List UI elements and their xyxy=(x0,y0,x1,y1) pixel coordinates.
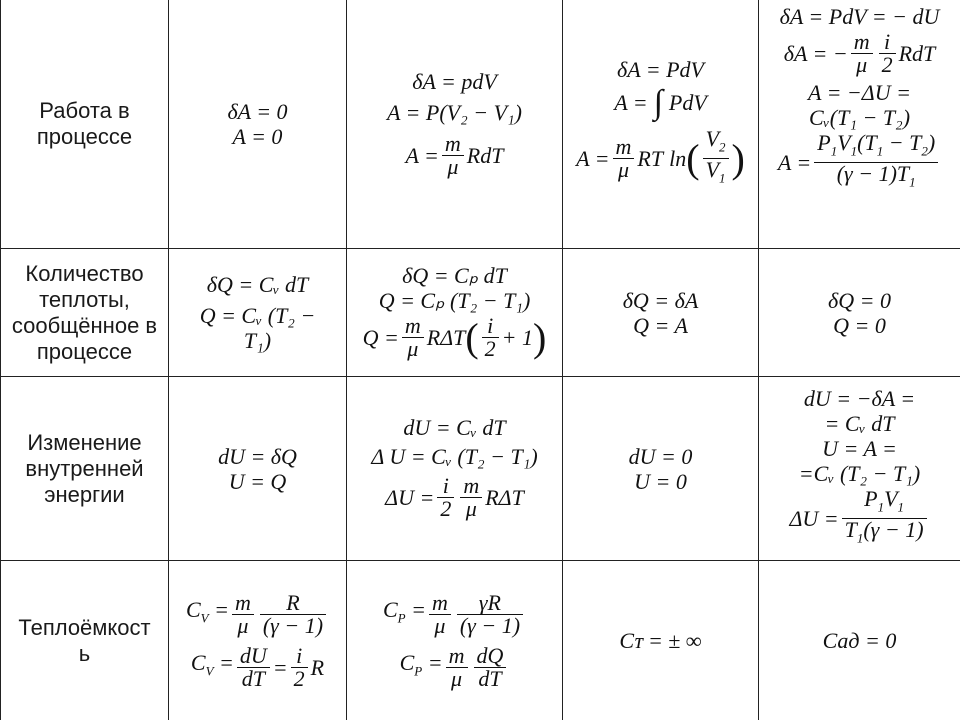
formula: δA = pdV xyxy=(412,68,497,94)
formula-frac: ΔU = $\frac{P_1V_1}{T_1(\gamma - 1)}$ xyxy=(789,488,929,550)
formula: δA = 0 xyxy=(227,99,288,124)
cell-isochoric-energy xyxy=(169,377,346,560)
formula: U = Q xyxy=(228,468,287,494)
fraction: $\frac{P_1V_1(T_1 - T_2)}{(\gamma - 1)T_1}$ xyxy=(814,132,938,194)
cell-isothermal-energy xyxy=(563,377,758,560)
formula: δQ = δA xyxy=(622,287,699,313)
row-label-energy xyxy=(1,377,168,560)
formula: δQ = 0 xyxy=(828,287,891,313)
formula-log: A = $\frac{m}{\mu}$ RT ln ( $\frac{V_2}{V_1}$ ) xyxy=(576,128,745,190)
row-label-text: ь xyxy=(78,640,91,666)
formula: Δ U = Cᵥ (T₂ − T₁) xyxy=(371,444,538,469)
fraction: $\frac{m}{\mu}$ xyxy=(442,133,464,178)
formula: δQ = Cₚ dT xyxy=(402,263,507,288)
formula: A = 0 xyxy=(232,124,283,149)
formula: U = 0 xyxy=(634,468,687,494)
row-label-text: Изменение внутренней энергии xyxy=(25,429,144,507)
fraction: $\frac{R}{(\gamma - 1)}$ xyxy=(260,592,326,637)
fraction: $\frac{m}{\mu}$ xyxy=(429,592,451,637)
formula: Cᵥ(T₁ − T₂) xyxy=(808,105,911,130)
formula: Q = A xyxy=(633,312,688,338)
formula: Cᴛ = ± ∞ xyxy=(619,628,702,653)
fraction: $\frac{i}{2}$ xyxy=(879,31,896,76)
formula: Q = 0 xyxy=(833,312,886,338)
cell-isochoric-heat xyxy=(169,249,346,376)
formula-frac: ΔU = $\frac{i}{2}$ $\frac{m}{\mu}$ RΔT xyxy=(385,473,524,521)
integral-sign: ∫ xyxy=(653,83,663,121)
cell-isothermal-capacity xyxy=(563,561,758,720)
formula-frac: $C_V$ = $\frac{dU}{dT}$ = $\frac{i}{2}$ R xyxy=(190,642,325,691)
fraction: $\frac{m}{\mu}$ xyxy=(402,315,424,360)
row-label-work xyxy=(1,0,168,248)
fraction: $\frac{m}{\mu}$ xyxy=(851,31,873,76)
fraction: $\frac{P_1V_1}{T_1(\gamma - 1)}$ xyxy=(842,488,927,550)
formula: T₁) xyxy=(243,328,272,353)
row-label-text: Теплоёмкост xyxy=(18,614,151,640)
fraction: $\frac{i}{2}$ xyxy=(291,645,308,690)
formula: dU = Cᵥ dT xyxy=(403,415,506,440)
row-label-text: Количество теплоты, сообщённое в процессе xyxy=(11,260,158,364)
cell-isochoric-capacity xyxy=(169,561,346,720)
row-label-text: Работа в процессе xyxy=(36,98,133,149)
formula: =Cᵥ (T₂ − T₁) xyxy=(798,460,921,486)
formula-frac: δA = − $\frac{m}{\mu}$ $\frac{i}{2}$ RdT xyxy=(783,29,936,77)
fraction: $\frac{dU}{dT}$ xyxy=(237,645,270,690)
fraction: $\frac{m}{\mu}$ xyxy=(232,592,254,637)
row-label-capacity xyxy=(1,561,168,720)
formula: δA = PdV = − dU xyxy=(779,4,940,29)
formula-frac: $C_V$ = $\frac{m}{\mu}$ $\frac{R}{(\gamma - 1)}$ xyxy=(186,592,329,637)
fraction: $\frac{m}{\mu}$ xyxy=(460,475,482,520)
formula: Q = Cᵥ (T₂ − xyxy=(199,303,316,328)
row-label-heat xyxy=(1,249,168,376)
formula: dU = 0 xyxy=(628,443,693,469)
formula: U = A = xyxy=(822,435,897,461)
formula-frac: Q = $\frac{m}{\mu}$ RΔT ( $\frac{i}{2}$ + 1 ) xyxy=(362,313,547,361)
formula-frac: A = $\frac{P_1V_1(T_1 - T_2)}{(\gamma - 1)T_1}$ xyxy=(778,132,941,194)
cell-isobaric-capacity xyxy=(347,561,562,720)
fraction: $\frac{V_2}{V_1}$ xyxy=(703,128,729,190)
formula: dU = δQ xyxy=(218,443,297,469)
fraction: $\frac{i}{2}$ xyxy=(437,475,454,520)
formula: Q = Cₚ (T₂ − T₁) xyxy=(378,288,531,313)
cell-isobaric-energy xyxy=(347,377,562,560)
fraction: $\frac{i}{2}$ xyxy=(482,315,499,360)
cell-isobaric-heat xyxy=(347,249,562,376)
fraction: $\frac{m}{\mu}$ xyxy=(613,136,635,181)
formula: = Cᵥ dT xyxy=(824,410,895,436)
cell-isobaric-work xyxy=(347,0,562,248)
formula: δA = PdV xyxy=(617,56,704,82)
formula-frac: $C_P$ = $\frac{m}{\mu}$ $\frac{\gamma R}{(\gamma - 1)}$ xyxy=(383,592,526,637)
formula: A = P(V₂ − V₁) xyxy=(387,99,522,125)
formula-frac: A = $\frac{m}{\mu}$ RdT xyxy=(405,130,504,179)
formula: Cад = 0 xyxy=(822,628,897,653)
formula-frac: $C_P$ = $\frac{m}{\mu}$ $\frac{dQ}{dT}$ xyxy=(400,645,510,690)
formula: dU = −δA = xyxy=(803,385,916,411)
fraction: $\frac{m}{\mu}$ xyxy=(446,645,468,690)
cell-adiabatic-work xyxy=(759,0,960,248)
cell-isothermal-heat xyxy=(563,249,758,376)
formula: δQ = Cᵥ dT xyxy=(206,272,309,297)
cell-adiabatic-heat xyxy=(759,249,960,376)
fraction: $\frac{dQ}{dT}$ xyxy=(474,645,507,690)
cell-isothermal-work xyxy=(563,0,758,248)
formula: A = −ΔU = xyxy=(808,80,911,105)
cell-isochoric-work xyxy=(169,0,346,248)
cell-adiabatic-capacity xyxy=(759,561,960,720)
cell-adiabatic-energy xyxy=(759,377,960,560)
fraction: $\frac{\gamma R}{(\gamma - 1)}$ xyxy=(457,592,523,637)
formula-integral: A = ∫ PdV xyxy=(614,83,707,121)
